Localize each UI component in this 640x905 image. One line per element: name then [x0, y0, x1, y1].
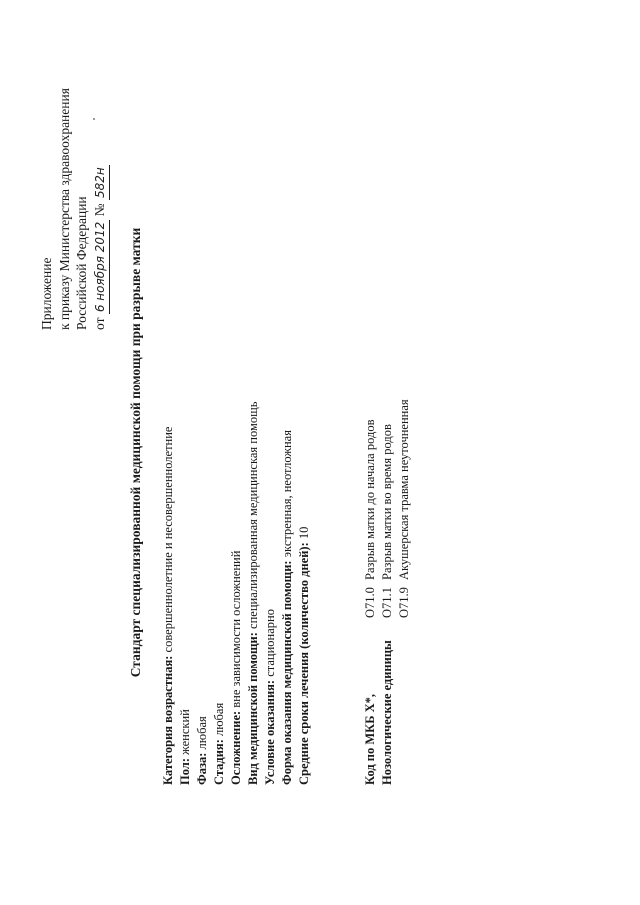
property-value: женский	[178, 709, 192, 759]
property-value: 10	[297, 526, 311, 543]
property-value: стационарно	[263, 609, 277, 680]
property-row	[177, 402, 194, 785]
property-label: Условие оказания:	[263, 679, 277, 785]
empty-cell	[396, 618, 413, 785]
document-title: Стандарт специализированной медицинской помощи при разрыве матки	[128, 227, 143, 678]
nosology-name: Разрыв матки до начала родов	[363, 419, 377, 580]
property-value: вне зависимости осложнений	[229, 550, 243, 711]
property-row	[160, 402, 177, 785]
property-label: Категория возрастная:	[161, 655, 175, 785]
nosology-name: Акушерская травма неуточненная	[397, 399, 411, 580]
icd-codes-block	[362, 399, 413, 785]
standard-properties	[160, 402, 313, 785]
number-label: №	[91, 203, 107, 217]
code-row	[362, 399, 379, 785]
code-row	[396, 399, 413, 785]
property-label: Фаза:	[195, 752, 209, 785]
appendix-line-3: Российской Федерации	[74, 196, 89, 330]
appendix-block	[38, 88, 110, 330]
property-label: Осложнение:	[229, 710, 243, 785]
icd-header: Код по МКБ X*,	[363, 693, 377, 785]
property-label: Средние сроки лечения (количество дней):	[297, 542, 311, 785]
property-value: любая	[212, 702, 226, 740]
property-row	[279, 402, 296, 785]
property-label: Форма оказания медицинской помощи:	[280, 560, 294, 785]
property-value: любая	[195, 716, 209, 753]
handwritten-number: 582н	[92, 165, 111, 200]
property-value: специализированная медицинская помощь	[246, 401, 260, 633]
nosology-header: Нозологические единицы	[380, 640, 394, 785]
handwritten-date: 6 ноября 2012	[92, 220, 111, 314]
property-label: Стадия:	[212, 739, 226, 785]
code-row	[379, 399, 396, 785]
property-row	[262, 402, 279, 785]
appendix-line-2: к приказу Министерства здравоохранения	[56, 88, 72, 330]
property-row	[245, 402, 262, 785]
appendix-date-line	[91, 88, 111, 330]
property-row	[228, 402, 245, 785]
nosology-name: Разрыв матки во время родов	[380, 424, 394, 580]
property-value: совершеннолетние и несовершеннолетние	[161, 426, 175, 656]
icd-code: O71.0	[363, 587, 377, 618]
icd-code: O71.1	[380, 587, 394, 618]
property-row	[211, 402, 228, 785]
property-row	[194, 402, 211, 785]
icd-code: O71.9	[397, 587, 411, 618]
appendix-line-1: Приложение	[39, 257, 54, 330]
property-label: Вид медицинской помощи:	[246, 632, 260, 785]
property-row	[296, 402, 313, 785]
property-label: Пол:	[178, 758, 192, 785]
property-value: экстренная, неотложная	[280, 430, 294, 561]
from-label: от	[91, 317, 107, 330]
